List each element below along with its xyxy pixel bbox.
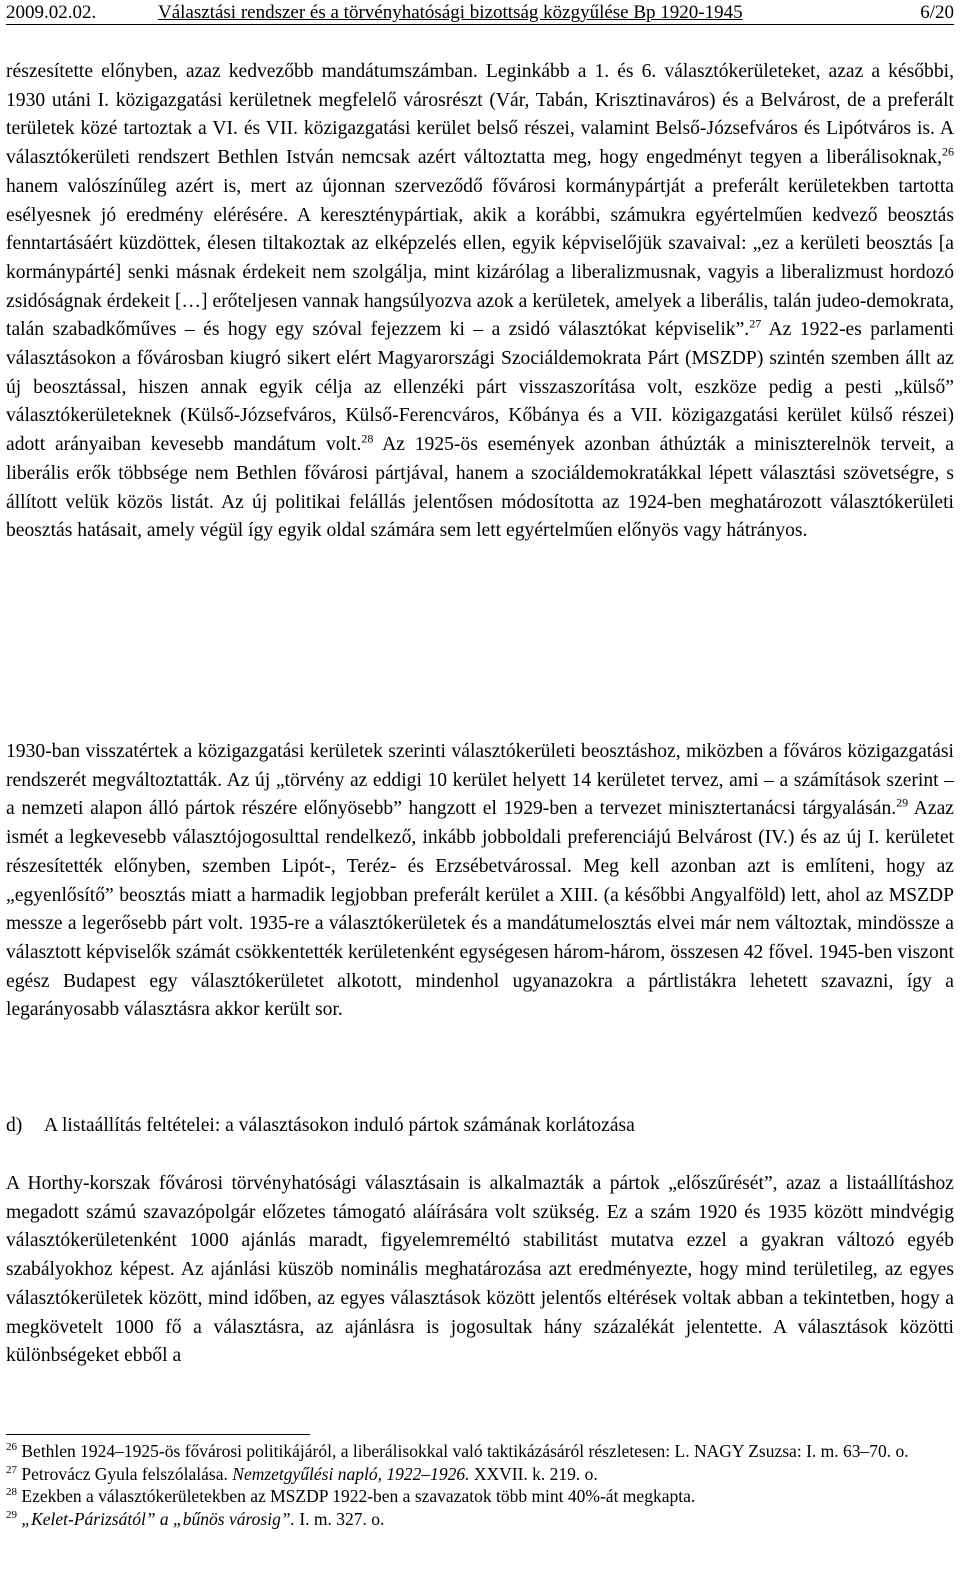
header-date: 2009.02.02. <box>6 2 97 23</box>
paragraph-text: 1930-ban visszatértek a közigazgatási kerületek szerinti választókerületi beosztáshoz, miközben a főváros közigazgatási rendszerét megváltoztatták. Az új „törvény az eddigi 10 kerület helyett 14 kerületet tervez, ami – a számítások szerint – a nemzeti alapon álló pártok részére előnyösebb” hangzott el 1929-ben a tervezet minisztertanácsi tárgyalásán. <box>6 741 954 820</box>
body-paragraph-1 <box>6 58 954 546</box>
footnote-number: 28 <box>6 1486 17 1499</box>
section-heading-text: A listaállítás feltételei: a választásokon induló pártok számának korlátozása <box>44 1115 635 1136</box>
footnote-27 <box>6 1463 954 1486</box>
header-rule <box>6 24 954 25</box>
footnote-italic-text: „Kelet-Párizsától” a „bűnös városig”. <box>21 1508 295 1529</box>
paragraph-text: hanem valószínűleg azért is, mert az újonnan szerveződő fővárosi kormánypártját a preferált kerületekben tartotta esélyesnek jó eredmény elérésére. A kereszténypártiak, akik a korábbi, számukra egyértelműen kedvező beosztás fenntartásáért küzdöttek, élesen tiltakoztak az elképzelés ellen, egyik képviselőjük szavaival: „ez a kerületi beosztás [a kormánypárté] senki másnak érdekeit nem szolgálja, mint kizárólag a liberalizmusnak, vagyis a liberalizmust hordozó zsidóságnak érdekeit […] erőteljesen vannak hangsúlyozva azok a kerületek, amelyek a liberális, talán judeo-demokrata, talán szabadkőműves – és hogy egy szóval fejezzem ki – a zsidó választókat képviselik”. <box>6 175 954 341</box>
footnote-ref[interactable]: 28 <box>361 431 374 446</box>
footnote-28 <box>6 1485 954 1508</box>
footnote-29 <box>6 1508 954 1531</box>
footnote-text: Ezekben a választókerületekben az MSZDP 1922-ben a szavazatok több mint 40%-át megkapta. <box>21 1486 696 1506</box>
section-marker: d) <box>6 1115 23 1136</box>
paragraph-text: Az 1925-ös események azonban áthúzták a miniszterelnök terveit, a liberális erők többsége nem Bethlen fővárosi pártjával, hanem a szociáldemokratákkal lépett választási szövetségre, s állított velük közös listát. Az új politikai felállás jelentősen módosította az 1924-ben meghatározott választókerületi beosztás hatásait, amely végül így egyik oldal számára sem lett egyértelműen előnyös vagy hátrányos. <box>6 434 954 542</box>
page-header <box>6 2 954 24</box>
body-paragraph-3 <box>6 1170 954 1371</box>
paragraph-text: A Horthy-korszak fővárosi törvényhatósági választásain is alkalmazták a pártok „előszűrését”, azaz a listaállításhoz megadott számú szavazópolgár előzetes támogató aláírására volt szükség. Ez a szám 1920 és 1935 között mindvégig választókerületenként 1000 ajánlás maradt, figyelemreméltó stabilitást mutatva ezzel a gyakran változó egyéb szabályokhoz képest. Az ajánlási küszöb nominális meghatározása azt eredményezte, hogy mind területileg, az egyes választókerületek között, mind időben, az egyes választások között jelentős eltérések voltak abban a tekintetben, hogy a megkövetelt 1000 fő a választásra, az ajánlásra is jogosultak hány százalékát jelentette. A választások közötti különbségeket ebből a <box>6 1173 954 1367</box>
footnote-number: 29 <box>6 1508 17 1521</box>
paragraph-text: Az 1922-es parlamenti választásokon a fővárosban kiugró sikert elért Magyarországi Szociáldemokrata Párt (MSZDP) szintén szemben állt az új beosztással, hiszen annak egyik célja az ellenzéki párt visszaszorítása volt, eszköze pedig a pesti „külső” választókerületeknek (Külső-Józsefváros, Külső-Ferencváros, Kőbánya és a VII. közigazgatási kerület külső részei) adott arányaiban kevesebb mandátum volt. <box>6 319 954 456</box>
footnote-text: XXVII. k. 219. o. <box>469 1463 598 1484</box>
section-heading <box>6 1112 954 1141</box>
footnote-number: 27 <box>6 1463 17 1476</box>
footnote-italic-text: Nemzetgyűlési napló, 1922–1926. <box>232 1463 470 1484</box>
footnote-number: 26 <box>6 1441 17 1454</box>
footnote-ref[interactable]: 29 <box>896 795 909 810</box>
paragraph-text: Azaz ismét a legkevesebb választójogosulttal rendelkező, inkább jobboldali preferenciájú Belvárost (IV.) és az új I. kerületet részesítették előnyben, szemben Lipót-, Teréz- és Erzsébetvárossal. Meg kell azonban azt is említeni, hogy az „egyenlősítő” beosztás miatt a harmadik legjobban preferált kerület a XIII. (a későbbi Angyalföld) lett, ahol az MSZDP messze a legerősebb párt volt. 1935-re a választókerületek és a mandátumelosztás elvei már nem változtak, mindössze a választott képviselők számát csökkentették kerületenként egységesen három-három, összesen 42 fővel. 1945-ben viszont egész Budapest egy választókerületet alkotott, mindenhol ugyanazokra a pártlistákra lehetett szavazni, így a legarányosabb választásra akkor került sor. <box>6 798 954 1021</box>
header-title: Választási rendszer és a törvényhatósági bizottság közgyűlése Bp 1920-1945 <box>158 2 743 23</box>
footnote-text: Petrovácz Gyula felszólalása. <box>21 1463 233 1484</box>
footnote-separator <box>6 1434 310 1435</box>
body-paragraph-2 <box>6 738 954 1025</box>
footnote-ref[interactable]: 26 <box>942 144 954 159</box>
header-page-number: 6/20 <box>920 2 954 23</box>
footnote-26 <box>6 1440 954 1463</box>
footnote-text: Bethlen 1924–1925-ös fővárosi politikájáról, a liberálisokkal való taktikázásáról részletesen: L. NAGY Zsuzsa: I. m. 63–70. o. <box>21 1441 909 1461</box>
footnote-text: I. m. 327. o. <box>294 1508 385 1529</box>
paragraph-text: részesítette előnyben, azaz kedvezőbb mandátumszámban. Leginkább a 1. és 6. választókerületeket, azaz a későbbi, 1930 utáni I. közigazgatási kerületnek megfelelő városrészt (Vár, Tabán, Krisztinaváros) és a Belvárost, de a preferált területek közé tartoztak a VI. és VII. közigazgatási kerület belső részei, valamint Belső-Józsefváros és Lipótváros is. A választókerületi rendszert Bethlen István nemcsak azért változtatta meg, hogy engedményt tegyen a liberálisoknak, <box>6 61 954 169</box>
footnotes <box>6 1440 954 1530</box>
footnote-ref[interactable]: 27 <box>749 316 762 331</box>
